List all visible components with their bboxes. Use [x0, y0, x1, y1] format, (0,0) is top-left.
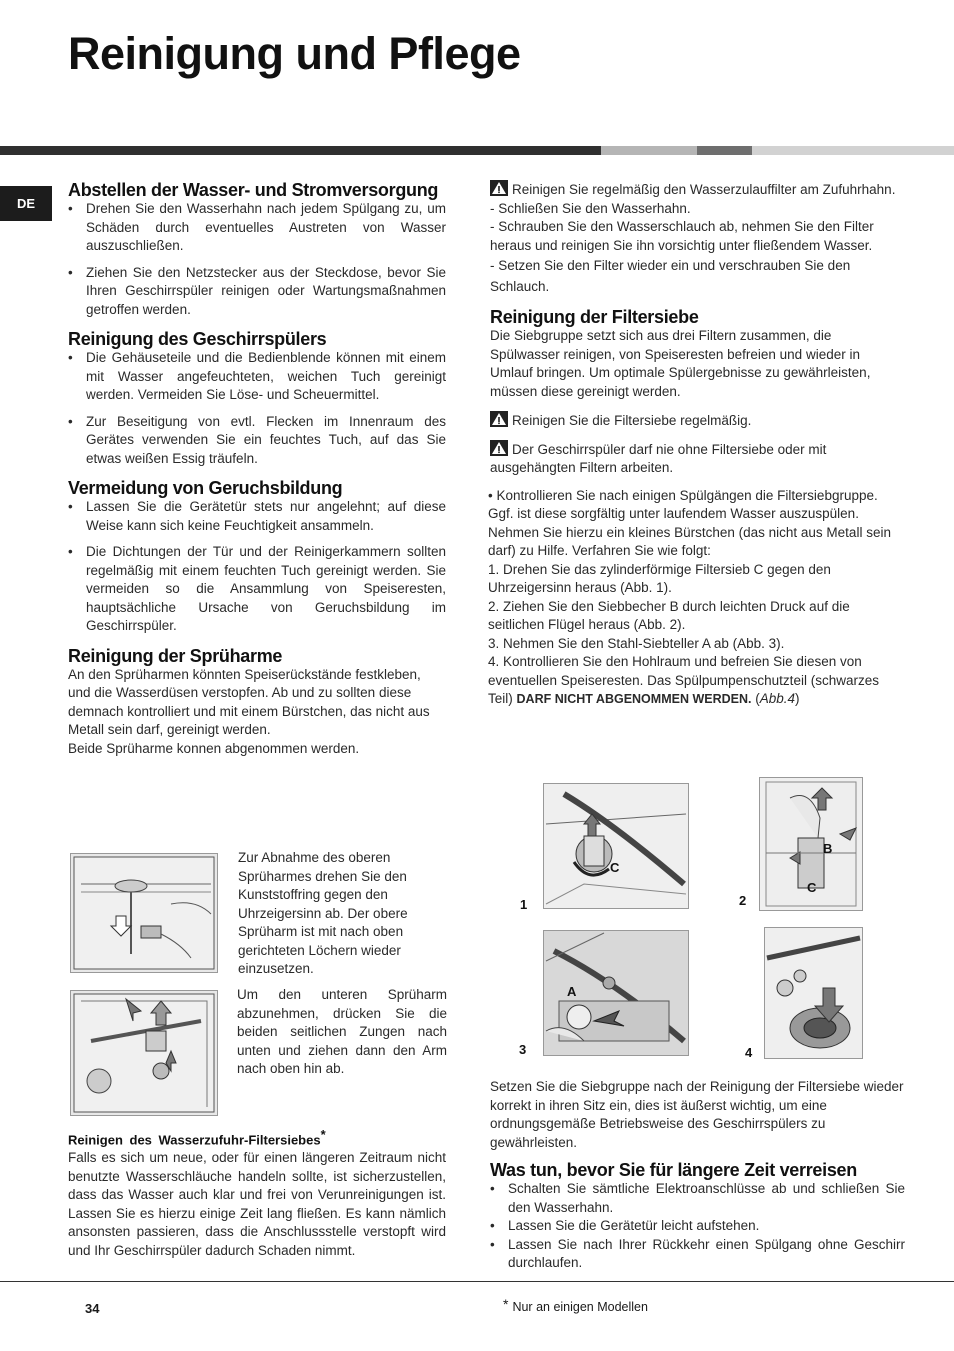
inlet-filter-heading-text: Reinigen des Wasserzufuhr-Filtersiebes [68, 1132, 321, 1148]
step4-bold: DARF NICHT ABGENOMMEN WERDEN. [516, 692, 752, 706]
warning-icon [490, 411, 508, 427]
filter-figure-1 [543, 783, 689, 909]
right-column [488, 180, 903, 709]
spray-arms-text2: Beide Sprüharme konnen abgenommen werden. [68, 740, 360, 756]
figure-number-2: 2 [739, 893, 747, 908]
filter-drawing-3 [544, 931, 688, 1055]
warning-filters-regular [488, 411, 903, 431]
figure-label-c2: C [807, 880, 817, 895]
warning-text: Reinigen Sie regelmäßig den Wasserzulauffilter am Zufuhrhahn. [512, 182, 896, 197]
warning-text: Reinigen Sie die Filtersiebe regelmäßig. [512, 413, 752, 428]
filters-intro: • Kontrollieren Sie nach einigen Spülgängen die Filtersiebgruppe. Ggf. ist diese sorgfältig unter laufendem Wasser auszuspülen. Nehmen Sie hierzu ein kleines Bürstchen (das nicht aus Metall sein darf) zu Hilfe. Verfahren Sie wie folgt: [488, 487, 891, 558]
section-heading-inlet-filter [68, 1126, 446, 1149]
filter-figure-3 [543, 930, 689, 1056]
list-item: • Die Dichtungen der Tür und der Reinigerkammern sollten regelmäßig mit einem feuchten Tuch gereinigt werden. Sie vermeiden so die Ansammlung von Speiseresten, hauptsächliche Ursache von Geruchsbildung im Geschirrspüler. [68, 543, 446, 636]
list-water-power [68, 200, 446, 319]
filters-step [488, 653, 903, 709]
section-heading-water-power: Abstellen der Wasser- und Stromversorgung [68, 180, 439, 200]
upper-spray-arm-text: Zur Abnahme des oberen Sprüharmes drehen Sie den Kunststoffring gegen den Uhrzeigersinn ab. Der obere Sprüharm ist mit nach oben gerichteten Löchern wieder einzusetzen. [238, 850, 408, 976]
filters-step: 3. Nehmen Sie den Stahl-Siebteller A ab (Abb. 3). [488, 635, 785, 651]
list-item: • Ziehen Sie den Netzstecker aus der Steckdose, bevor Sie Ihren Geschirrspüler reinigen oder Wartungsmaßnahmen getroffen werden. [68, 264, 446, 320]
footnote-star: * [503, 1296, 509, 1312]
filters-text: Die Siebgruppe setzt sich aus drei Filtern zusammen, die Spülwasser reinigen, von Speiseresten befreien und wieder in Umlauf bringen. Um optimale Spülergebnisse zu gewährleisten, müssen diese gereinigt werden. [490, 328, 871, 399]
warning-no-filters [488, 440, 903, 478]
warning-text: Der Geschirrspüler darf nie ohne Filtersiebe oder mit ausgehängten Filtern arbeiten. [490, 441, 827, 475]
section-heading-filters: Reinigung der Filtersiebe [490, 307, 699, 327]
section-heading-odour: Vermeidung von Geruchsbildung [68, 478, 343, 498]
step-line: - Schließen Sie den Wasserhahn. [490, 200, 691, 216]
footnote [503, 1296, 648, 1314]
list-item: • Lassen Sie die Gerätetür leicht aufstehen. [490, 1217, 905, 1236]
step4-text: 4. Kontrollieren Sie den Hohlraum und befreien Sie diesen von eventuellen Speiseresten. Das Spülpumpenschutzteil (schwarzes Teil) [488, 654, 879, 706]
step4-ref: Abb.4 [759, 691, 796, 706]
footnote-text: Nur an einigen Modellen [512, 1300, 648, 1314]
section-heading-spray-arms: Reinigung der Sprüharme [68, 645, 283, 666]
list-travel [490, 1180, 905, 1273]
upper-spray-arm-illustration [70, 853, 218, 973]
list-cleaning [68, 349, 446, 468]
header-bar-dark [0, 146, 601, 155]
step-line: - Schrauben Sie den Wasserschlauch ab, nehmen Sie den Filter heraus und reinigen Sie ihn vorsichtig unter fließendem Wasser. [490, 219, 874, 253]
figure-number-1: 1 [520, 897, 528, 912]
figure-label-c: C [610, 860, 620, 875]
section-heading-cleaning: Reinigung des Geschirrspülers [68, 329, 327, 349]
warning-inlet-filter [488, 180, 903, 200]
lower-spray-arm-text: Um den unteren Sprüharm abzunehmen, drücken Sie die beiden seitlichen Zungen nach unten und ziehen dann den Arm nach oben hin ab. [237, 987, 447, 1076]
list-item: • Die Gehäuseteile und die Bedienblende können mit einem mit Wasser angefeuchteten, weichen Tuch gereinigt werden. Vermeiden Sie Löse- und Scheuermittel. [68, 349, 446, 405]
footnote-star: * [320, 1127, 326, 1142]
right-column-bottom [490, 1078, 905, 1273]
warning-icon [490, 440, 508, 456]
list-item: • Zur Beseitigung von evtl. Flecken im Innenraum des Gerätes verwenden Sie ein feuchtes Tuch, auf das Sie etwas weißen Essig träufeln. [68, 413, 446, 469]
step-line: - Setzen Sie den Filter wieder ein und verschrauben Sie den Schlauch. [490, 258, 851, 294]
figure-number-3: 3 [519, 1042, 527, 1057]
section-heading-travel: Was tun, bevor Sie für längere Zeit verreisen [490, 1160, 857, 1180]
header-bar-pale [752, 146, 954, 155]
header-bar-light [601, 146, 697, 155]
inlet-filter-text: Falls es sich um neue, oder für einen längeren Zeitraum nicht benutzte Wasserschläuche handeln sollte, ist sicherzustellen, dass das Wasser auch klar und frei von Verunreinigungen ist. Lassen Sie es hierzu einige Zeit lang fließen. Es kann nämlich ansonsten passieren, dass die Anschlussstelle verstopft wird und Ihr Geschirrspüler dadurch Schaden nimmt. [68, 1150, 446, 1258]
left-column [68, 180, 446, 758]
step4-ref-close: ) [795, 691, 800, 706]
page-title: Reinigung und Pflege [68, 28, 521, 79]
footer-rule [0, 1281, 954, 1282]
list-item: • Lassen Sie die Gerätetür stets nur angelehnt; auf diese Weise kann sich keine Feuchtigkeit ansammeln. [68, 498, 446, 535]
filter-drawing-4 [765, 928, 862, 1058]
upper-spray-arm-drawing [71, 854, 217, 972]
list-item: • Lassen Sie nach Ihrer Rückkehr einen Spülgang ohne Geschirr durchlaufen. [490, 1236, 905, 1273]
language-tab: DE [0, 186, 52, 221]
figure-label-a: A [567, 984, 577, 999]
header-bar-mid [697, 146, 752, 155]
filter-drawing-1 [544, 784, 688, 908]
filters-step: 2. Ziehen Sie den Siebbecher B durch leichten Druck auf die seitlichen Flügel heraus (Abb. 2). [488, 598, 850, 632]
page-number: 34 [85, 1301, 100, 1316]
list-odour [68, 498, 446, 636]
step4-ref-open: ( [755, 691, 760, 706]
filters-step: 1. Drehen Sie das zylinderförmige Filtersieb C gegen den Uhrzeigersinn heraus (Abb. 1). [488, 561, 831, 595]
warning-icon [490, 180, 508, 196]
filters-after-text: Setzen Sie die Siebgruppe nach der Reinigung der Filtersiebe wieder korrekt in ihren Sitz ein, dies ist äußerst wichtig, um eine ordnungsgemäße Betriebsweise des Geschirrspülers zu gewährleisten. [490, 1079, 904, 1150]
lower-spray-arm-illustration [70, 990, 218, 1116]
filter-figure-4 [764, 927, 863, 1059]
list-item: • Drehen Sie den Wasserhahn nach jedem Spülgang zu, um Schäden durch eventuelles Austreten von Wasser auszuschließen. [68, 200, 446, 256]
figure-number-4: 4 [745, 1045, 753, 1060]
figure-label-b: B [823, 841, 833, 856]
list-item: • Schalten Sie sämtliche Elektroanschlüsse ab und schließen Sie den Wasserhahn. [490, 1180, 905, 1217]
lower-spray-arm-drawing [71, 991, 217, 1115]
inlet-filter-section [68, 1126, 446, 1260]
spray-arms-text: An den Sprüharmen könnten Speiserückstände festkleben, und die Wasserdüsen verstopfen. Ab und zu sollten diese demnach kontrolliert und mit einem Bürstchen, das nicht aus Metall sein darf, gereinigt werden. [68, 666, 430, 737]
